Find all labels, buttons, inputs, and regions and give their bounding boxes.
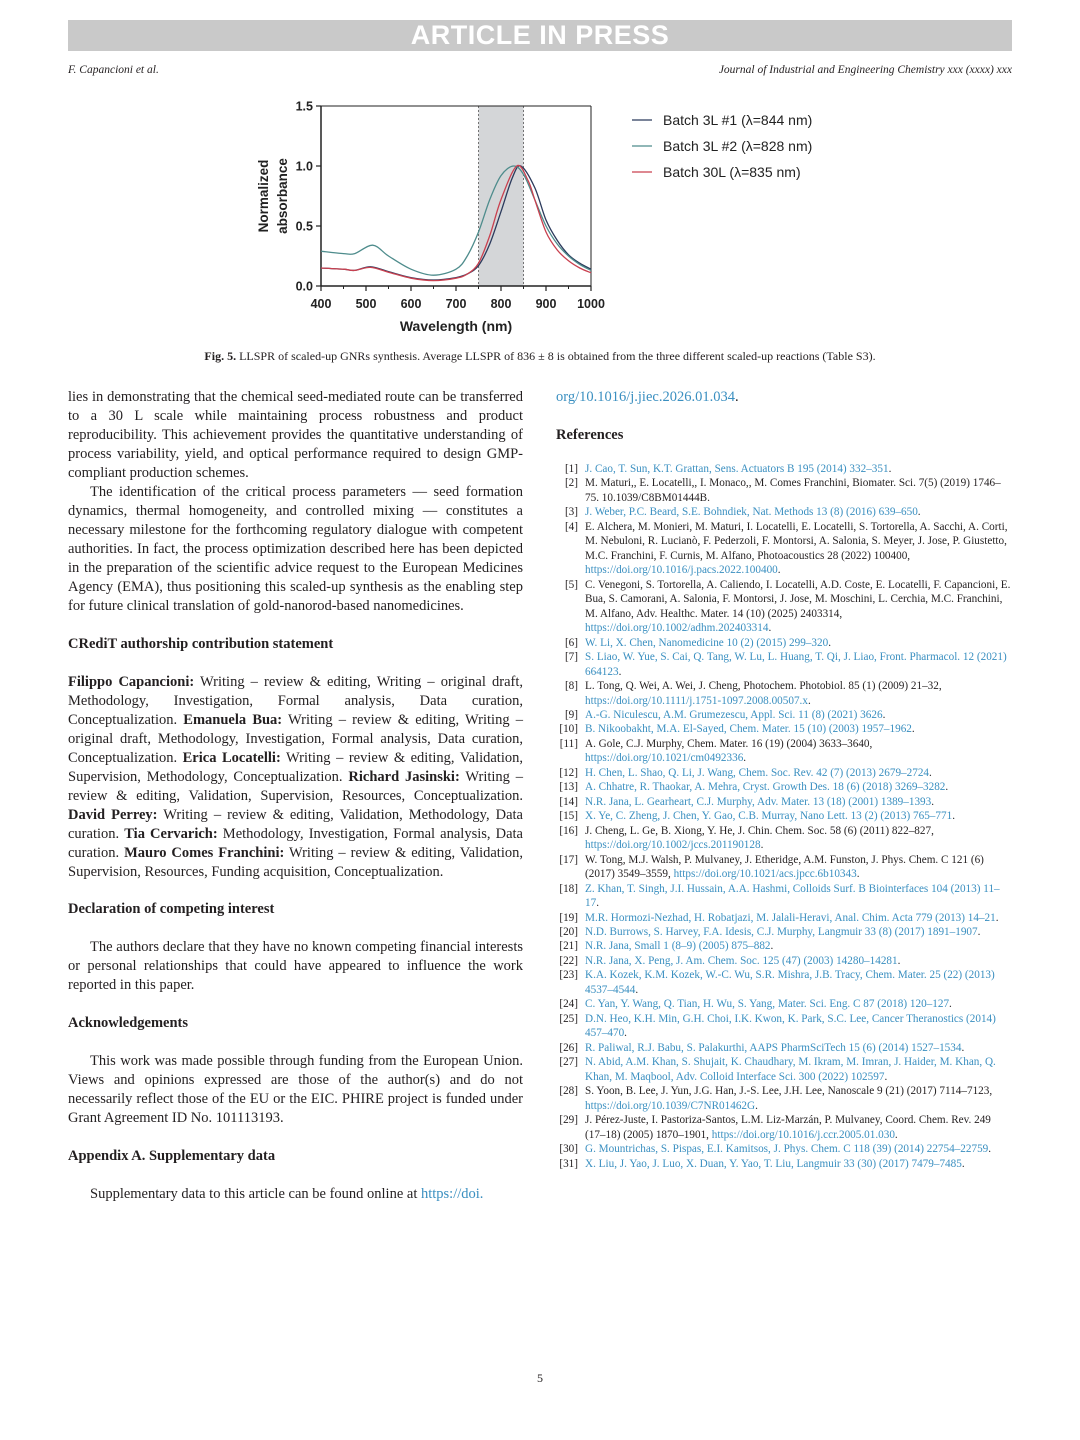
reference-item	[556, 708, 1012, 722]
reference-text: A. Gole, C.J. Murphy, Chem. Mater. 16 (19) (2004) 3633–3640,	[585, 737, 873, 750]
reference-item	[556, 462, 1012, 476]
punctuation: .	[945, 781, 949, 794]
reference-link[interactable]: S. Liao, W. Yue, S. Cai, Q. Tang, W. Lu, L. Huang, T. Qi, J. Liao, Front. Pharmacol. 12 (2021) 664123	[585, 651, 1007, 678]
reference-link[interactable]: https://doi.org/10.1016/j.pacs.2022.100400	[585, 564, 778, 577]
reference-link[interactable]: D.N. Heo, K.H. Min, G.H. Choi, I.K. Kwon, K. Park, S.C. Lee, Cancer Theranostics (2014) 457–470	[585, 1012, 996, 1040]
reference-number: [20]	[559, 926, 578, 938]
reference-link[interactable]: A. Chhatre, R. Thaokar, A. Mehra, Cryst. Growth Des. 18 (6) (2018) 3269–3282	[585, 781, 946, 794]
reference-item	[556, 505, 1012, 519]
reference-text: J. Cheng, L. Ge, B. Xiong, Y. He, J. Chin. Chem. Soc. 58 (6) (2011) 822–827,	[585, 824, 934, 837]
reference-item	[556, 1084, 1012, 1113]
y-tick-label: 0.5	[295, 219, 313, 234]
punctuation: .	[856, 868, 860, 881]
paragraph	[68, 1185, 523, 1204]
reference-link[interactable]: https://doi.org/10.1039/C7NR01462G	[585, 1099, 756, 1112]
contributor-name: Tia Cervarich:	[124, 826, 218, 842]
section-heading-credit: CRediT authorship contribution statement	[68, 636, 334, 652]
reference-link[interactable]: J. Weber, P.C. Beard, S.E. Bohndiek, Nat. Methods 13 (8) (2016) 639–650	[585, 506, 918, 519]
reference-item	[556, 476, 1012, 505]
x-tick-label: 600	[400, 297, 422, 311]
punctuation: .	[828, 636, 831, 649]
contributor-roles: Writing – review & editing, Writing – original draft, Methodology, Investigation, Formal analysis, Data curation, Conceptualization.	[68, 712, 523, 766]
punctuation: .	[911, 723, 915, 736]
reference-link[interactable]: N.R. Jana, Small 1 (8–9) (2005) 875–882	[585, 940, 771, 953]
contributor-name: Emanuela Bua:	[183, 712, 283, 728]
reference-link[interactable]: B. Nikoobakht, M.A. El-Sayed, Chem. Mater. 15 (10) (2003) 1957–1962	[585, 723, 912, 736]
contributor-roles: Writing – review & editing, Validation, Methodology, Data curation.	[68, 807, 523, 842]
contributor-name: Richard Jasinski:	[348, 769, 460, 785]
x-tick-label: 1000	[577, 297, 605, 311]
figure-caption	[0, 349, 1080, 364]
left-column	[68, 388, 523, 1204]
doi-link[interactable]: https://doi.	[420, 1186, 484, 1202]
reference-item	[556, 853, 1012, 882]
reference-link[interactable]: N.R. Jana, X. Peng, J. Am. Chem. Soc. 125 (47) (2003) 14280–14281	[585, 954, 898, 967]
reference-item	[556, 780, 1012, 794]
reference-number: [15]	[559, 810, 578, 823]
reference-link[interactable]: N.R. Jana, L. Gearheart, C.J. Murphy, Adv. Mater. 13 (18) (2001) 1389–1393	[585, 795, 932, 808]
series-line-2	[321, 166, 591, 275]
reference-number: [14]	[559, 795, 578, 808]
reference-item	[556, 1055, 1012, 1084]
reference-link[interactable]: https://doi.org/10.1111/j.1751-1097.2008.00507.x	[585, 694, 808, 707]
reference-link[interactable]: https://doi.org/10.1021/cm0492336	[585, 752, 744, 765]
contributor-name: Mauro Comes Franchini:	[124, 845, 285, 861]
reference-number: [28]	[559, 1085, 578, 1098]
y-axis-label-line1: Normalized	[256, 159, 271, 233]
reference-number: [3]	[564, 506, 578, 519]
reference-item	[556, 737, 1012, 766]
punctuation: .	[931, 795, 935, 808]
reference-link[interactable]: https://doi.org/10.1016/j.ccr.2005.01.030	[711, 1128, 895, 1141]
paragraph: The authors declare that they have no known competing financial interests or personal relationships that could have appeared to influence the work reported in this paper.	[68, 939, 523, 993]
reference-number: [9]	[564, 708, 578, 721]
reference-text: E. Alchera, M. Monieri, M. Maturi, I. Locatelli, E. Locatelli, S. Tortorella, A. Sacchi, A. Corti, M. Nebuloni, R. Lucianò, F. Pederzoli, F. Montorsi, A. Salonia, S. Meyer, J. Jose, P. Giustetto, M.C. Franchini, F. Curnis, M. Alfano, Photoacoustics 28 (2022) 100400,	[585, 520, 1008, 562]
appendix-text: Supplementary data to this article can be found online at	[90, 1186, 421, 1202]
caption-label: Fig. 5.	[204, 349, 237, 363]
section-heading-competing: Declaration of competing interest	[68, 901, 275, 917]
reference-link[interactable]: X. Ye, C. Zheng, J. Chen, Y. Gao, C.B. Murray, Nano Lett. 13 (2) (2013) 765–771	[585, 810, 953, 823]
page-number: 5	[537, 1371, 543, 1385]
punctuation: .	[760, 839, 764, 852]
reference-list	[556, 462, 1012, 1171]
reference-link[interactable]: https://doi.org/10.1002/jccs.201190128	[585, 839, 761, 852]
reference-link[interactable]: K.A. Kozek, K.M. Kozek, W.-C. Wu, S.R. Mishra, J.B. Tracy, Chem. Mater. 25 (22) (2013) 4537–4544	[585, 969, 995, 996]
reference-link[interactable]: A.-G. Niculescu, A.M. Grumezescu, Appl. Sci. 11 (8) (2021) 3626	[585, 708, 883, 721]
legend-label: Batch 3L #2 (λ=828 nm)	[663, 138, 813, 154]
section-heading-appendix: Appendix A. Supplementary data	[68, 1148, 276, 1164]
reference-item	[556, 1012, 1012, 1041]
section-heading-acknowledgements: Acknowledgements	[68, 1015, 189, 1031]
paragraph: lies in demonstrating that the chemical seed-mediated route can be transferred to a 30 L scale while maintaining process robustness and product reproducibility. This achievement provides the quantitative understanding of process variability, yield, and optical performance required to design GMP-compliant production schemes.	[68, 389, 523, 481]
reference-item	[556, 795, 1012, 809]
reference-item	[556, 1041, 1012, 1055]
reference-number: [26]	[559, 1041, 578, 1054]
reference-number: [21]	[559, 940, 578, 953]
punctuation: .	[777, 564, 781, 577]
reference-link[interactable]: X. Liu, J. Yao, J. Luo, X. Duan, Y. Yao, T. Liu, Langmuir 33 (30) (2017) 7479–7485	[585, 1157, 962, 1170]
caption-text: LLSPR of scaled-up GNRs synthesis. Average LLSPR of 836 ± 8 is obtained from the three different scaled-up reactions (Table S3).	[236, 349, 876, 363]
absorbance-chart	[0, 0, 1080, 345]
credit-statement	[68, 673, 523, 882]
reference-number: [4]	[564, 520, 578, 533]
reference-number: [7]	[564, 651, 578, 664]
reference-item	[556, 766, 1012, 780]
contributor-roles: Writing – review & editing, Validation, Supervision, Resources, Funding acquisition, Conceptualization.	[68, 845, 523, 880]
punctuation: .	[624, 1027, 627, 1040]
reference-number: [25]	[559, 1012, 578, 1025]
right-column	[556, 388, 1012, 445]
reference-item	[556, 925, 1012, 939]
series-line-1	[321, 166, 591, 280]
reference-link[interactable]: G. Mountrichas, S. Pispas, E.I. Kamitsos, J. Phys. Chem. C 118 (39) (2014) 22754–22759	[585, 1143, 989, 1156]
reference-number: [22]	[559, 954, 578, 967]
reference-link[interactable]: C. Yan, Y. Wang, Q. Tian, H. Wu, S. Yang, Mater. Sci. Eng. C 87 (2018) 120–127	[585, 998, 950, 1011]
contributor-name: Erica Locatelli:	[182, 750, 281, 766]
reference-number: [5]	[564, 578, 578, 591]
reference-link[interactable]: N.D. Burrows, S. Harvey, F.A. Idesis, C.J. Murphy, Langmuir 33 (8) (2017) 1891–1907	[585, 926, 978, 938]
reference-text: J. Pérez-Juste, I. Pastoriza-Santos, L.M. Liz-Marzán, P. Mulvaney, Coord. Chem. Rev. 249 (17–18) (2005) 1870–1901,	[585, 1114, 991, 1141]
punctuation: .	[988, 1143, 992, 1156]
reference-text: S. Yoon, B. Lee, J. Yun, J.G. Han, J.-S. Lee, J.H. Lee, Nanoscale 9 (21) (2017) 7114–7123,	[585, 1085, 993, 1098]
x-tick-label: 900	[535, 297, 557, 311]
contributor-name: David Perrey:	[68, 807, 158, 823]
punctuation: .	[977, 926, 981, 938]
reference-number: [6]	[564, 636, 578, 649]
reference-number: [30]	[559, 1143, 578, 1156]
reference-item	[556, 824, 1012, 853]
reference-number: [2]	[564, 477, 578, 490]
punctuation: .	[770, 940, 774, 953]
y-axis-label-line2: absorbance	[275, 158, 290, 234]
series-line-3	[321, 165, 591, 280]
reference-number: [31]	[559, 1157, 578, 1170]
x-tick-label: 500	[355, 297, 377, 311]
punctuation: .	[743, 752, 747, 765]
punctuation: .	[888, 463, 892, 475]
x-tick-label: 400	[310, 297, 332, 311]
punctuation: .	[961, 1041, 965, 1054]
reference-text: C. Venegoni, S. Tortorella, A. Caliendo, I. Locatelli, A.D. Coste, E. Locatelli, F. Capancioni, E. Bua, S. Camorani, A. Salonia, F. Montorsi, J. Jose, M. Moschini, L. Cerchia, M.C. Franchini, M. Alfano, Adv. Healthc. Mater. 14 (10) (2025) 2403314,	[585, 578, 1011, 620]
paragraph: The identification of the critical process parameters — seed formation dynamics, thermal homogeneity, and controlled mixing — constitutes a necessary milestone for the forthcoming regulatory dialogue with competent authorities. In fact, the process optimization described here has been depicted in the preparation of the scientific advice request to the European Medicines Agency (EMA), thus positioning this scaled-up synthesis as the enabling step for future clinical translation of gold-nanorod-based nanomedicines.	[68, 484, 523, 614]
punctuation: .	[755, 1099, 758, 1112]
contributor-roles: Writing – review & editing, Validation, Supervision, Methodology, Conceptualization.	[68, 750, 523, 785]
reference-number: [8]	[564, 680, 578, 693]
reference-item	[556, 679, 1012, 708]
punctuation: .	[897, 954, 901, 967]
reference-number: [11]	[559, 737, 578, 750]
running-head-authors: F. Capancioni et al.	[68, 64, 159, 76]
reference-item	[556, 954, 1012, 968]
x-axis-label: Wavelength (nm)	[399, 318, 513, 334]
reference-link[interactable]: R. Paliwal, R.J. Babu, S. Palakurthi, AAPS PharmSciTech 15 (6) (2014) 1527–1534	[585, 1041, 962, 1054]
paragraph: This work was made possible through funding from the European Union. Views and opinions expressed are those of the author(s) and do not necessarily reflect those of the EU or the EIC. PHIRE project is funded under Grant Agreement ID No. 101113193.	[68, 1053, 523, 1126]
punctuation: .	[929, 766, 932, 779]
reference-item	[556, 520, 1012, 578]
punctuation: .	[596, 897, 599, 910]
legend-label: Batch 30L (λ=835 nm)	[663, 164, 801, 180]
legend-label: Batch 3L #1 (λ=844 nm)	[663, 112, 813, 128]
punctuation: .	[884, 1070, 888, 1083]
reference-number: [10]	[559, 723, 578, 736]
punctuation: .	[894, 1128, 898, 1141]
reference-text: W. Tong, M.J. Walsh, P. Mulvaney, J. Etheridge, A.M. Funston, J. Phys. Chem. C 121 (6) (2017) 3549–3559,	[585, 853, 984, 881]
reference-item	[556, 1157, 1012, 1171]
punctuation: .	[995, 911, 999, 924]
reference-item	[556, 968, 1012, 997]
contributor-roles: Writing – review & editing, Writing – original draft, Methodology, Investigation, Formal analysis, Data curation, Conceptualization.	[68, 674, 523, 728]
reference-item	[556, 1142, 1012, 1156]
punctuation: .	[961, 1157, 965, 1170]
reference-number: [13]	[559, 781, 578, 794]
punctuation: .	[734, 389, 739, 405]
reference-item	[556, 578, 1012, 636]
punctuation: .	[882, 708, 886, 721]
section-heading-references: References	[556, 427, 624, 443]
reference-item	[556, 911, 1012, 925]
reference-link[interactable]: J. Cao, T. Sun, K.T. Grattan, Sens. Actuators B 195 (2014) 332–351	[585, 463, 889, 475]
punctuation: .	[917, 506, 921, 519]
reference-link[interactable]: https://doi.org/10.1002/adhm.202403314	[585, 622, 769, 635]
punctuation: .	[952, 810, 955, 823]
reference-number: [12]	[559, 766, 578, 779]
contributor-roles: Writing – review & editing, Validation, Supervision, Resources, Conceptualization.	[68, 769, 523, 804]
reference-number: [23]	[559, 969, 578, 982]
reference-item	[556, 722, 1012, 736]
y-tick-label: 1.0	[295, 159, 313, 174]
contributor-roles: Methodology, Investigation, Formal analysis, Data curation.	[68, 826, 523, 861]
reference-item	[556, 636, 1012, 650]
reference-number: [17]	[559, 853, 578, 866]
reference-number: [1]	[564, 463, 578, 475]
reference-link[interactable]: W. Li, X. Chen, Nanomedicine 10 (2) (2015) 299–320	[585, 636, 829, 649]
contributor-name: Filippo Capancioni:	[68, 674, 195, 690]
y-tick-label: 1.5	[295, 99, 313, 114]
reference-item	[556, 809, 1012, 823]
reference-number: [24]	[559, 998, 578, 1011]
punctuation: .	[618, 665, 622, 678]
reference-item	[556, 1113, 1012, 1142]
reference-number: [18]	[559, 882, 578, 895]
reference-link[interactable]: Z. Khan, T. Singh, J.I. Hussain, A.A. Hashmi, Colloids Surf. B Biointerfaces 104 (2013) 11–17	[585, 882, 1000, 910]
y-tick-label: 0.0	[295, 279, 313, 294]
reference-item	[556, 882, 1012, 911]
reference-number: [19]	[559, 911, 578, 924]
doi-link[interactable]: org/10.1016/j.jiec.2026.01.034	[556, 389, 735, 405]
reference-link[interactable]: https://doi.org/10.1021/acs.jpcc.6b10343	[673, 868, 857, 881]
running-head-journal: Journal of Industrial and Engineering Chemistry xxx (xxxx) xxx	[718, 64, 1012, 76]
reference-link[interactable]: M.R. Hormozi-Nezhad, H. Robatjazi, M. Jalali-Heravi, Anal. Chim. Acta 779 (2013) 14–21	[585, 911, 996, 924]
reference-item	[556, 939, 1012, 953]
reference-link[interactable]: N. Abid, A.M. Khan, S. Shujait, K. Chaudhary, M. Ikram, M. Imran, J. Haider, M. Khan, Q. Khan, M. Maqbool, Adv. Colloid Interface Sci. 300 (2022) 102597	[585, 1056, 996, 1083]
shaded-region	[479, 106, 524, 286]
reference-item	[556, 997, 1012, 1011]
punctuation: .	[949, 998, 952, 1011]
reference-text: M. Maturi,, E. Locatelli,, I. Monaco,, M. Comes Franchini, Biomater. Sci. 7(5) (2019) 1746–75. 10.1039/C8BM01444B.	[585, 477, 1001, 504]
x-tick-label: 700	[445, 297, 467, 311]
punctuation: .	[807, 694, 811, 707]
punctuation: .	[635, 983, 639, 996]
reference-number: [27]	[559, 1056, 578, 1069]
reference-item	[556, 650, 1012, 679]
reference-number: [16]	[559, 824, 578, 837]
reference-number: [29]	[559, 1114, 578, 1127]
x-tick-label: 800	[490, 297, 512, 311]
banner-text: ARTICLE IN PRESS	[410, 20, 670, 50]
punctuation: .	[768, 622, 772, 635]
reference-text: L. Tong, Q. Wei, A. Wei, J. Cheng, Photochem. Photobiol. 85 (1) (2009) 21–32,	[585, 680, 942, 693]
reference-link[interactable]: H. Chen, L. Shao, Q. Li, J. Wang, Chem. Soc. Rev. 42 (7) (2013) 2679–2724	[585, 766, 930, 779]
